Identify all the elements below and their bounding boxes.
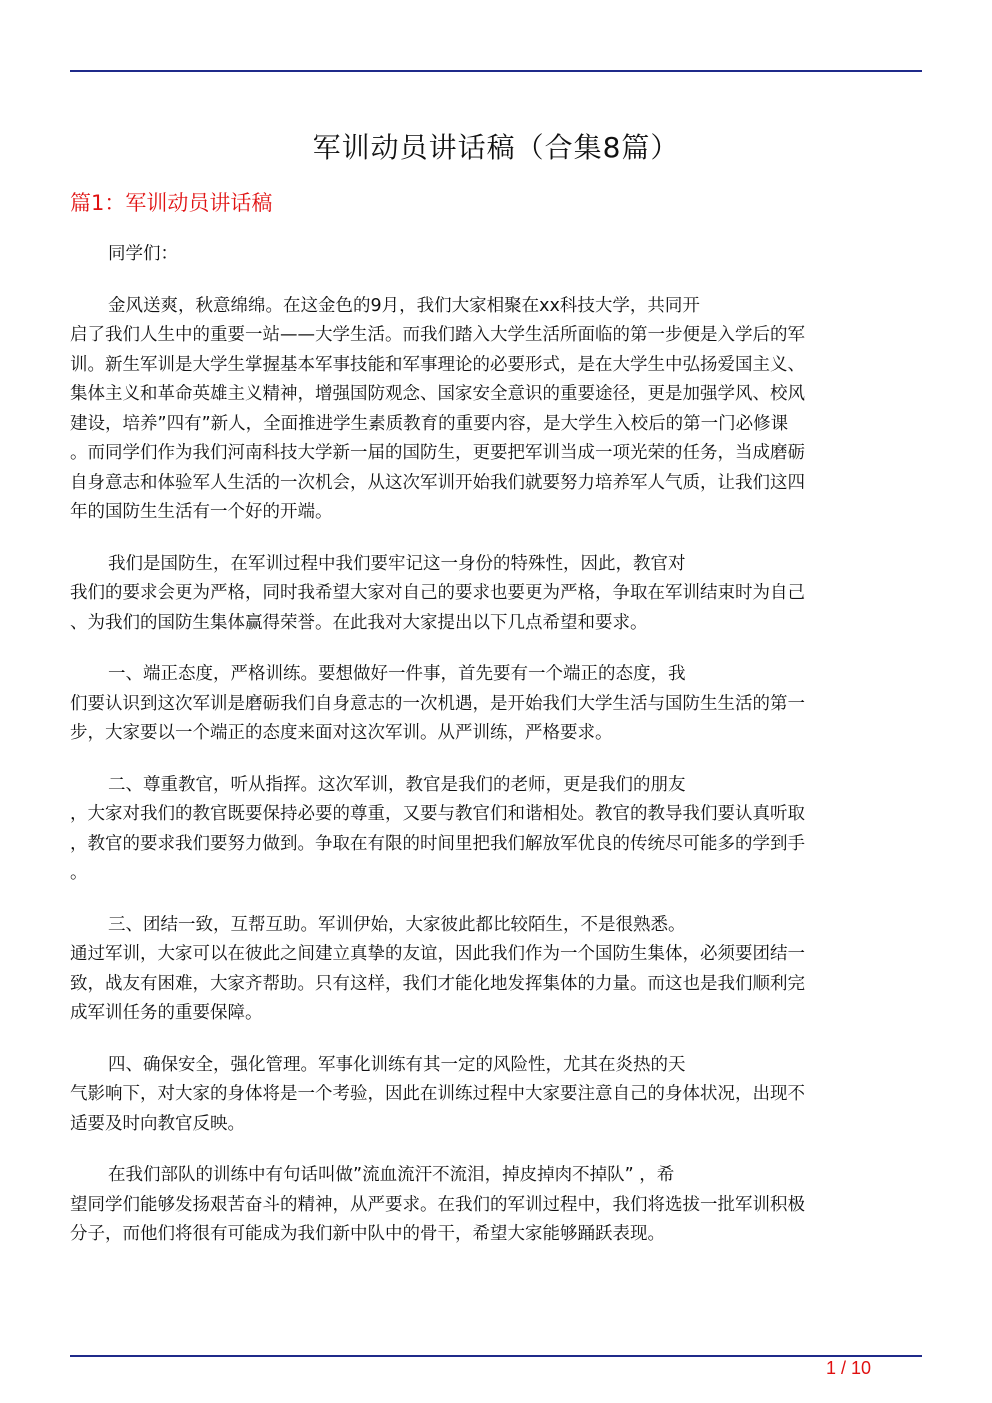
paragraph-line: ，大家对我们的教官既要保持必要的尊重，又要与教官们和谐相处。教官的教导我们要认真听取 [70, 804, 805, 824]
body-paragraph [70, 660, 912, 749]
paragraph-line: 金风送爽，秋意绵绵。在这金色的9月，我们大家相聚在xx科技大学，共同开 [108, 295, 700, 316]
salutation [70, 240, 912, 270]
paragraph-line: 四、确保安全，强化管理。军事化训练有其一定的风险性，尤其在炎热的天 [108, 1054, 686, 1075]
paragraph-line: 成军训任务的重要保障。 [70, 1003, 263, 1023]
body-paragraph [70, 911, 912, 1029]
paragraph-line: 训。新生军训是大学生掌握基本军事技能和军事理论的必要形式，是在大学生中弘扬爱国主义、 [70, 354, 805, 375]
body-paragraph [70, 771, 912, 889]
body-paragraph [70, 550, 912, 639]
paragraph-line: 集体主义和革命英雄主义精神，增强国防观念、国家安全意识的重要途径，更是加强学风、校风 [70, 384, 805, 404]
section-heading: 篇1：军训动员讲话稿 [70, 191, 273, 215]
paragraph-line: 步，大家要以一个端正的态度来面对这次军训。从严训练，严格要求。 [70, 723, 613, 743]
footer-rule [70, 1355, 922, 1357]
paragraph-line: 气影响下，对大家的身体将是一个考验，因此在训练过程中大家要注意自己的身体状况，出现不 [70, 1084, 805, 1104]
paragraph-line: 一、端正态度，严格训练。要想做好一件事，首先要有一个端正的态度，我 [108, 664, 686, 684]
paragraph-line: 年的国防生生活有一个好的开端。 [70, 502, 333, 522]
paragraph-line: 适要及时向教官反映。 [70, 1113, 245, 1134]
paragraph-line: 致，战友有困难，大家齐帮助。只有这样，我们才能化地发挥集体的力量。而这也是我们顺利完 [70, 973, 805, 994]
header-rule [70, 70, 922, 72]
paragraph-line: ，教官的要求我们要努力做到。争取在有限的时间里把我们解放军优良的传统尽可能多的学到手 [70, 833, 805, 854]
page-number: 1 / 10 [826, 1358, 872, 1378]
paragraph-line: 自身意志和体验军人生活的一次机会，从这次军训开始我们就要努力培养军人气质，让我们这四 [70, 472, 805, 493]
paragraph-line: 启了我们人生中的重要一站——大学生活。而我们踏入大学生活所面临的第一步便是入学后的军 [70, 325, 805, 345]
paragraph-line: 我们是国防生，在军训过程中我们要牢记这一身份的特殊性，因此，教官对 [108, 553, 686, 574]
paragraph-line: 望同学们能够发扬艰苦奋斗的精神，从严要求。在我们的军训过程中，我们将选拔一批军训积极 [70, 1194, 805, 1215]
paragraph-line: 。而同学们作为我们河南科技大学新一届的国防生，更要把军训当成一项光荣的任务，当成磨砺 [70, 443, 805, 463]
body-paragraph [70, 1161, 912, 1250]
paragraph-line: 们要认识到这次军训是磨砺我们自身意志的一次机遇，是开始我们大学生活与国防生生活的第一 [70, 693, 805, 714]
document-title: 军训动员讲话稿（合集8篇） [312, 131, 680, 164]
paragraph-line: 在我们部队的训练中有句话叫做”流血流汗不流泪，掉皮掉肉不掉队” ，希 [108, 1165, 675, 1185]
document-body [70, 240, 912, 1272]
paragraph-line: 、为我们的国防生集体赢得荣誉。在此我对大家提出以下几点希望和要求。 [70, 612, 648, 633]
paragraph-line: 我们的要求会更为严格，同时我希望大家对自己的要求也要更为严格，争取在军训结束时为自己 [70, 583, 805, 603]
paragraph-line: 同学们： [108, 244, 178, 264]
paragraph-line: 分子，而他们将很有可能成为我们新中队中的骨干，希望大家能够踊跃表现。 [70, 1224, 665, 1244]
paragraph-line: 。 [70, 863, 88, 883]
paragraph-line: 通过军训，大家可以在彼此之间建立真挚的友谊，因此我们作为一个国防生集体，必须要团结一 [70, 944, 805, 964]
paragraph-line: 二、尊重教官，听从指挥。这次军训，教官是我们的老师，更是我们的朋友 [108, 774, 686, 795]
paragraph-line: 建设，培养”四有”新人，全面推进学生素质教育的重要内容，是大学生入校后的第一门必修课 [70, 413, 789, 434]
body-paragraph [70, 1051, 912, 1140]
body-paragraph [70, 292, 912, 528]
paragraph-line: 三、团结一致，互帮互助。军训伊始，大家彼此都比较陌生，不是很熟悉。 [108, 914, 686, 935]
